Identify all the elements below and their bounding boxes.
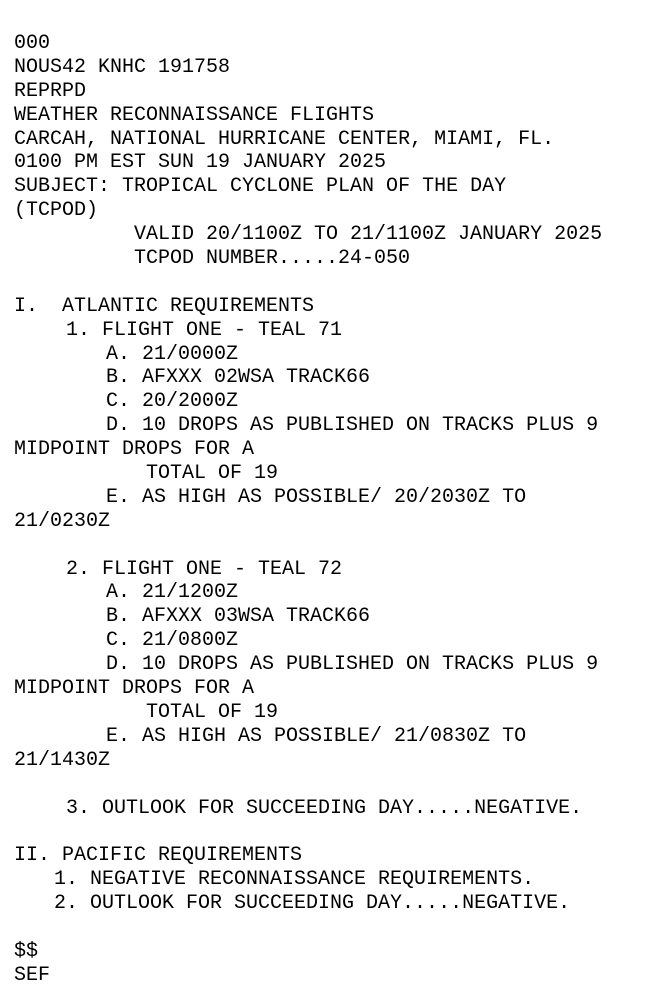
- flight-2-item-b: B. AFXXX 03WSA TRACK66: [106, 605, 371, 629]
- wmo-header: NOUS42 KNHC 191758: [14, 55, 231, 79]
- forecaster-initials: SEF: [14, 963, 51, 987]
- issuing-office: CARCAH, NATIONAL HURRICANE CENTER, MIAMI, FL.: [14, 127, 555, 151]
- message-terminator: $$: [14, 939, 39, 963]
- flight-2-item-d-total: TOTAL OF 19: [146, 700, 279, 724]
- atlantic-heading: I. ATLANTIC REQUIREMENTS: [14, 294, 315, 318]
- valid-period: VALID 20/1100Z TO 21/1100Z JANUARY 2025: [134, 223, 603, 247]
- flight-1-item-e: E. AS HIGH AS POSSIBLE/ 20/2030Z TO: [106, 485, 527, 509]
- flight-1-item-a: A. 21/0000Z: [106, 342, 239, 366]
- subject-line: SUBJECT: TROPICAL CYCLONE PLAN OF THE DAY: [14, 175, 507, 199]
- flight-1-title: 1. FLIGHT ONE - TEAL 71: [66, 318, 343, 342]
- bulletin-title: WEATHER RECONNAISSANCE FLIGHTS: [14, 103, 375, 127]
- atlantic-outlook: 3. OUTLOOK FOR SUCCEEDING DAY.....NEGATIVE.: [66, 796, 583, 820]
- flight-1-item-b: B. AFXXX 02WSA TRACK66: [106, 366, 371, 390]
- spacer: [14, 534, 671, 558]
- issue-time: 0100 PM EST SUN 19 JANUARY 2025: [14, 151, 387, 175]
- spacer: [14, 271, 671, 295]
- spacer: [14, 916, 671, 940]
- flight-2-title: 2. FLIGHT ONE - TEAL 72: [66, 557, 343, 581]
- flight-2-item-d-continued: MIDPOINT DROPS FOR A: [14, 677, 255, 701]
- flight-1-item-e-continued: 21/0230Z: [14, 509, 111, 533]
- pacific-heading: II. PACIFIC REQUIREMENTS: [14, 844, 303, 868]
- flight-1-item-c: C. 20/2000Z: [106, 390, 239, 414]
- flight-2-item-e: E. AS HIGH AS POSSIBLE/ 21/0830Z TO: [106, 724, 527, 748]
- pacific-item-1: 1. NEGATIVE RECONNAISSANCE REQUIREMENTS.: [54, 868, 535, 892]
- flight-1-item-d-total: TOTAL OF 19: [146, 462, 279, 486]
- spacer: [14, 820, 671, 844]
- sequence-number: 000: [14, 32, 51, 55]
- flight-2-item-c: C. 21/0800Z: [106, 629, 239, 653]
- flight-2-item-d: D. 10 DROPS AS PUBLISHED ON TRACKS PLUS 9: [106, 653, 599, 677]
- spacer: [14, 773, 671, 797]
- flight-2-item-a: A. 21/1200Z: [106, 581, 239, 605]
- tcpod-number: TCPOD NUMBER.....24-050: [134, 247, 411, 271]
- flight-1-item-d: D. 10 DROPS AS PUBLISHED ON TRACKS PLUS 9: [106, 414, 599, 438]
- flight-1-item-d-continued: MIDPOINT DROPS FOR A: [14, 438, 255, 462]
- subject-line-continued: (TCPOD): [14, 199, 99, 223]
- pacific-item-2: 2. OUTLOOK FOR SUCCEEDING DAY.....NEGATIVE.: [54, 892, 571, 916]
- awips-id: REPRPD: [14, 79, 87, 103]
- flight-2-item-e-continued: 21/1430Z: [14, 748, 111, 772]
